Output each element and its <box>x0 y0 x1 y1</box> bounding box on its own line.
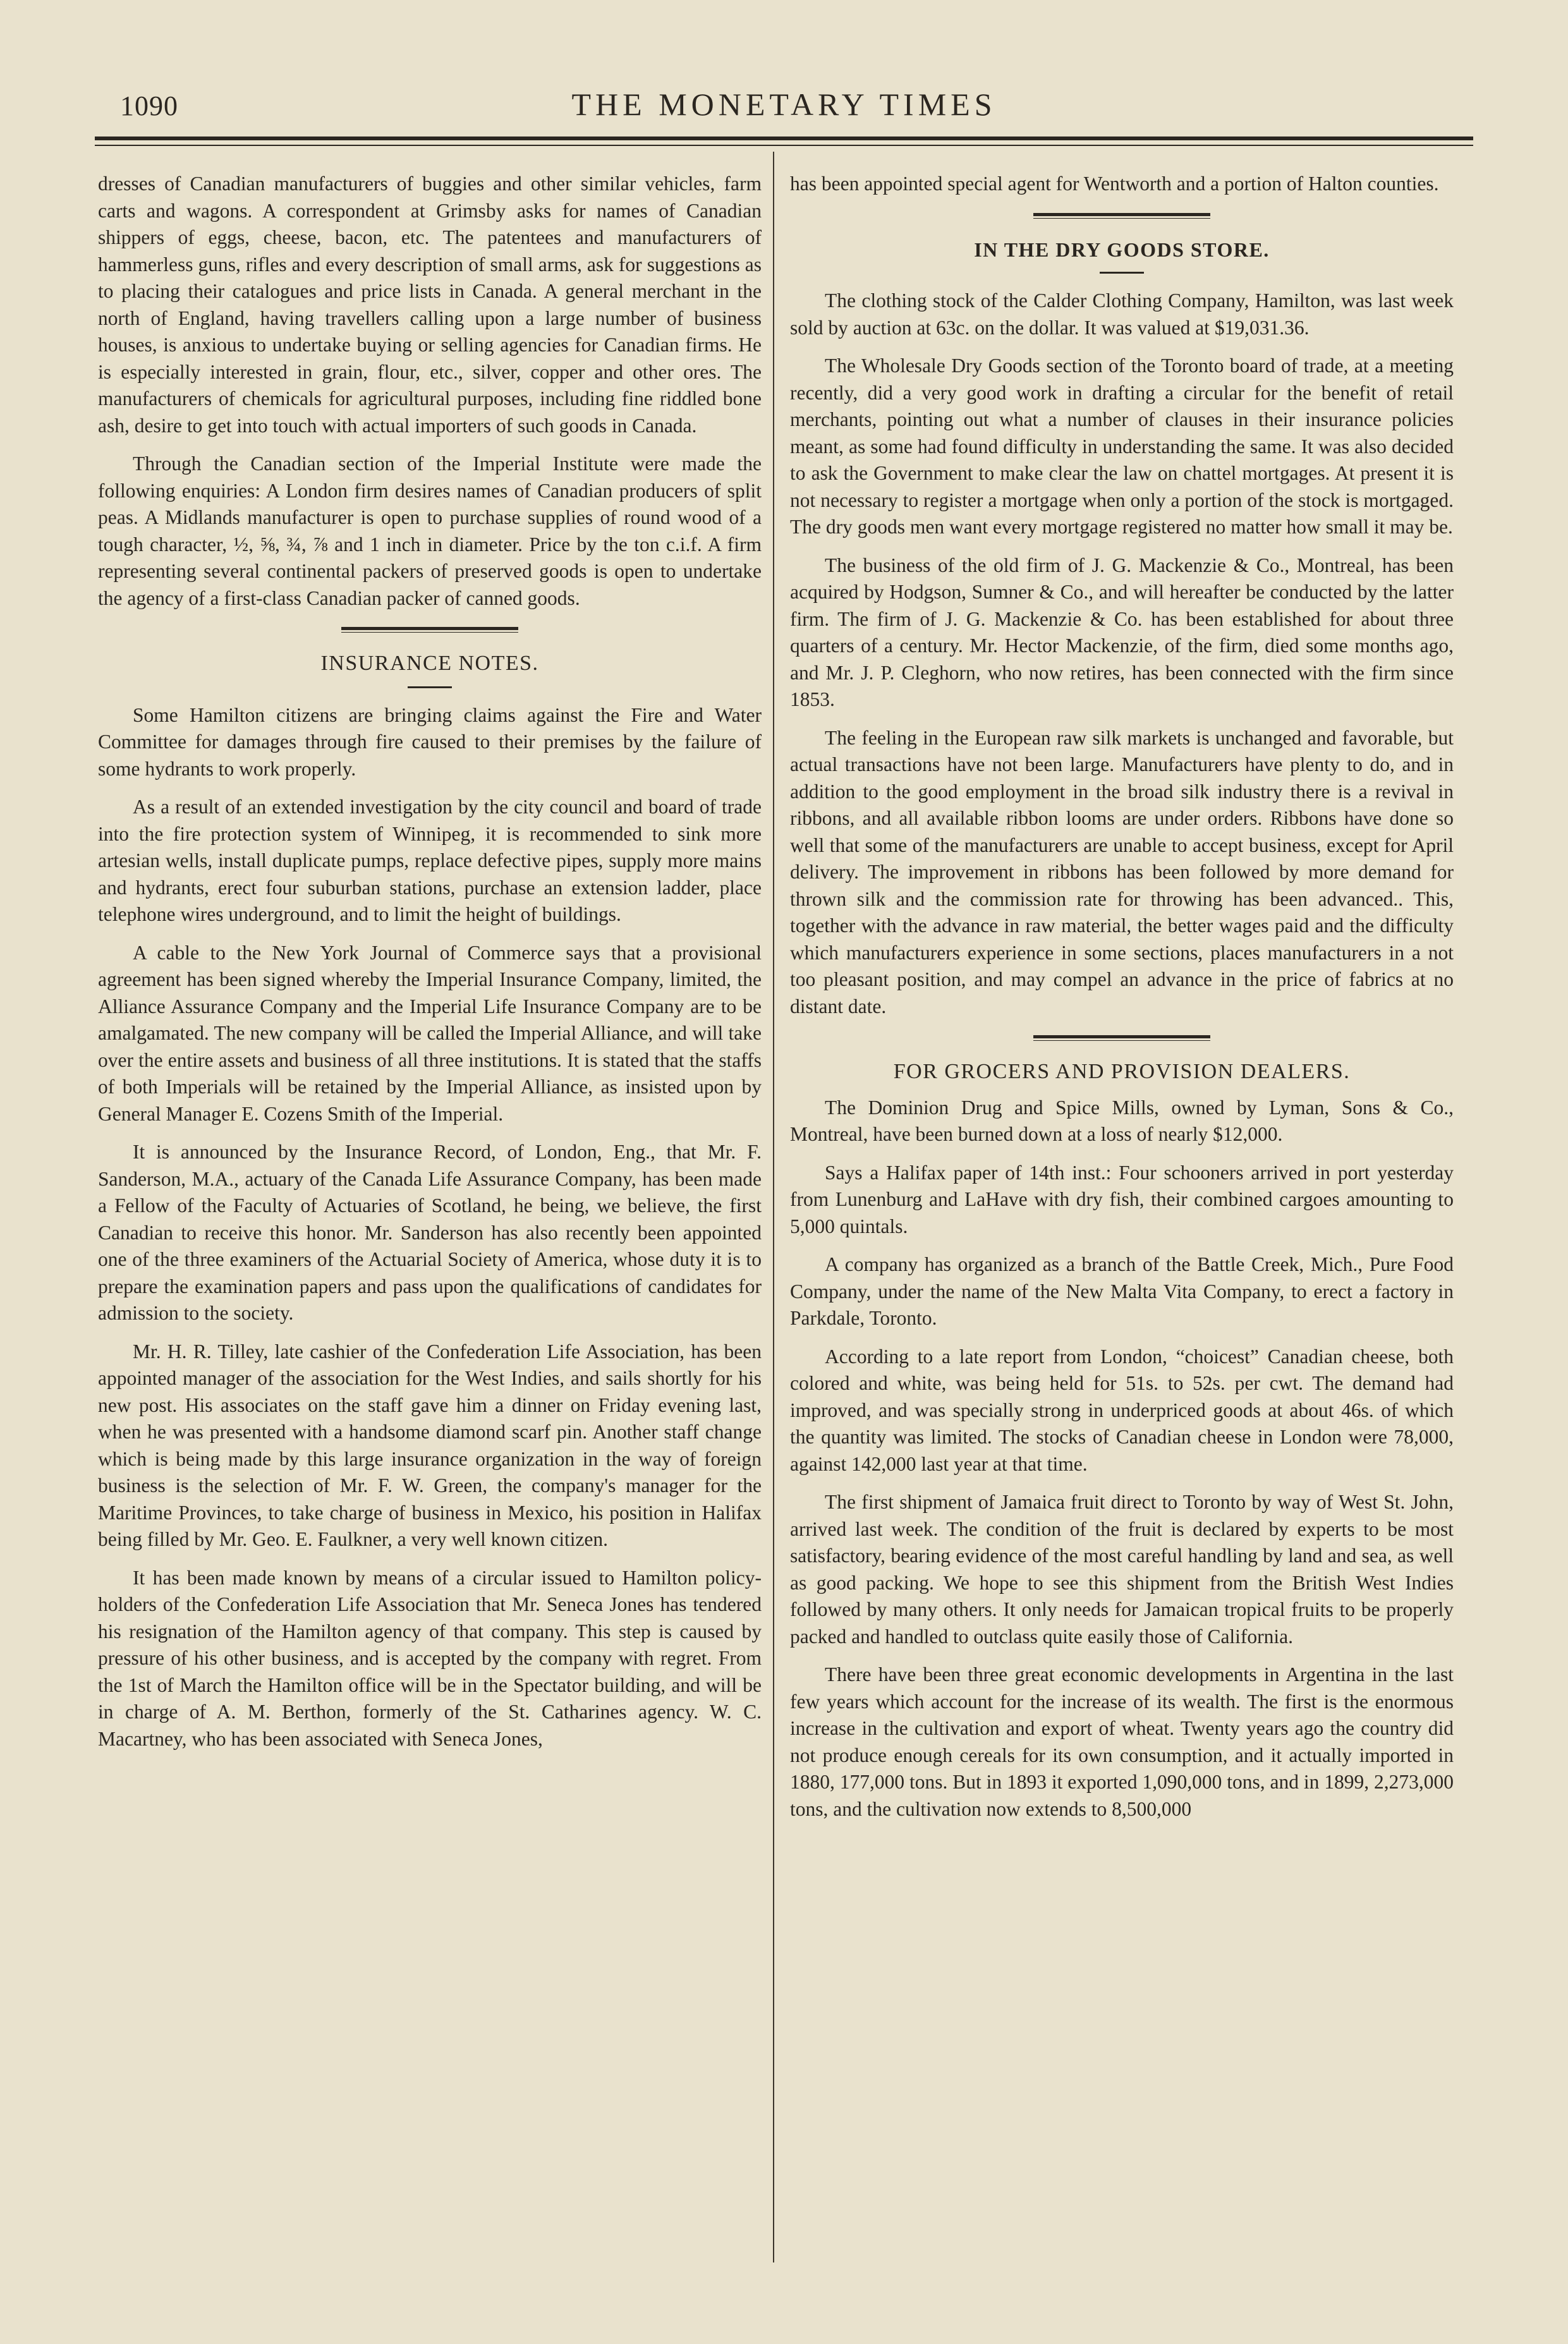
right-column <box>790 171 1454 1834</box>
paragraph-calder-clothing: The clothing stock of the Calder Clothing Company, Hamilton, was last week sold by auction at 63c. on the dollar. It was valued at $19,031.36. <box>790 289 1454 339</box>
paragraph-tilley: Mr. H. R. Tilley, late cashier of the Confederation Life Association, has been appointed manager of the association for the West Indies, and sails shortly for his new post. His associates on the staff gave him a dinner on Friday evening last, when he was presented with a handsome diamond scarf pin. Another staff change which is being made by this large insurance organization in the way of foreign business is the selection of Mr. F. W. Green, the company's manager for the Maritime Provinces, to take charge of business in Mexico, his position in Halifax being filled by Mr. Geo. E. Faulkner, a very well known citizen. <box>98 1340 762 1550</box>
paragraph-mackenzie: The business of the old firm of J. G. Mackenzie & Co., Montreal, has been acquired by Hodgson, Sumner & Co., and will hereafter be conducted by the latter firm. The firm of J. G. Mackenzie & Co. has been established for about three quarters of a century. Mr. Hector Mackenzie, of the firm, died some months ago, and Mr. J. P. Cleghorn, who now retires, has been connected with the firm since 1853. <box>790 554 1454 710</box>
paragraph-cheese-report: According to a late report from London, “choicest” Canadian cheese, both colored and white, was being held for 51s. to 52s. per cwt. The demand had improved, and was specially strong in underpriced goods at about 46s. of which the quantity was limited. The stocks of Canadian cheese in London were 78,000, against 142,000 last year at that time. <box>790 1345 1454 1475</box>
paragraph-seneca-jones: It has been made known by means of a circular issued to Hamilton policy-holders of the Confederation Life Association that Mr. Seneca Jones has tendered his resignation of the Hamilton agency of that company. This step is caused by pressure of his other business, and is accepted by the company with regret. From the 1st of March the Hamilton office will be in the Spectator building, and will be in charge of A. M. Berthon, formerly of the St. Catharines agency. W. C. Macartney, who has been associated with Seneca Jones, <box>98 1566 762 1750</box>
header-rule-thin <box>95 145 1473 146</box>
paragraph-malta-vita: A company has organized as a branch of the Battle Creek, Mich., Pure Food Company, under the name of the New Malta Vita Company, to erect a factory in Parkdale, Toronto. <box>790 1253 1454 1329</box>
paragraph-spice-mills: The Dominion Drug and Spice Mills, owned by Lyman, Sons & Co., Montreal, have been burned down at a loss of nearly $12,000. <box>790 1096 1454 1145</box>
section-divider <box>1033 213 1210 219</box>
page-header <box>95 82 1473 126</box>
paragraph-halifax-schooners: Says a Halifax paper of 14th inst.: Four schooners arrived in port yesterday from Lunenburg and LaHave with dry fish, their combined cargoes amounting to 5,000 quintals. <box>790 1161 1454 1237</box>
paragraph-imperial-alliance: A cable to the New York Journal of Commerce says that a provisional agreement has been signed whereby the Imperial Insurance Company, limited, the Alliance Assurance Company and the Imperial Life Insurance Company are to be amalgamated. The new company will be called the Imperial Alliance, and will take over the entire assets and business of all three institutions. It is stated that the staffs of both Imperials will be retained by the Imperial Alliance, as insisted upon by General Manager E. Cozens Smith of the Imperial. <box>98 941 762 1125</box>
paragraph-macartney-continued: has been appointed special agent for Wentworth and a portion of Halton counties. <box>790 173 1439 195</box>
section-divider <box>1033 1035 1210 1041</box>
section-title-insurance-notes: INSURANCE NOTES. <box>320 652 539 675</box>
title-underline <box>1100 272 1144 274</box>
left-column <box>98 171 762 1764</box>
paragraph-argentina: There have been three great economic developments in Argentina in the last few years which account for the increase of its wealth. The first is the enormous increase in the cultivation and export of wheat. Twenty years ago the country did not produce enough cereals for its own consumption, and it actually imported in 1880, 177,000 tons. But in 1893 it exported 1,090,000 tons, and in 1899, 2,273,000 tons, and the cultivation now extends to 8,500,000 <box>790 1663 1454 1820</box>
paragraph-raw-silk: The feeling in the European raw silk markets is unchanged and favorable, but actual transactions have not been large. Manufacturers have plenty to do, and in addition to the good employment in the broad silk industry there is a revival in ribbons, and all available ribbon looms are under orders. Ribbons have done so well that some of the manufacturers are unable to accept business, except for April delivery. The improvement in ribbons has been followed by more demand for thrown silk and the commission rate for throwing has been advanced.. This, together with the advance in raw material, the better wages paid and the difficulty which manufacturers experience in some sections, places manufacturers in a not too pleasant position, and may compel an advance in the price of fabrics at no distant date. <box>790 726 1454 1017</box>
paragraph-sanderson: It is announced by the Insurance Record, of London, Eng., that Mr. F. Sanderson, M.A., actuary of the Canada Life Assurance Company, has been made a Fellow of the Faculty of Actuaries of Scotland, he being, we believe, the first Canadian to receive this honor. Mr. Sanderson has also recently been appointed one of the three examiners of the Actuarial Society of America, whose duty it is to prepare the examination papers and pass upon the qualifications of candidates for admission to the society. <box>98 1141 762 1324</box>
header-rule-thick <box>95 137 1473 140</box>
column-divider <box>773 152 774 2262</box>
paragraph-imperial-institute: Through the Canadian section of the Imperial Institute were made the following enquiries: A London firm desires names of Canadian producers of split peas. A Midlands manufacturer is open to purchase supplies of round wood of a tough character, ½, ⅝, ¾, ⅞ and 1 inch in diameter. Price by the ton c.i.f. A firm representing several continental packers of preserved goods is open to undertake the agency of a first-class Canadian packer of canned goods. <box>98 452 762 609</box>
paragraph-hamilton-claims: Some Hamilton citizens are bringing claims against the Fire and Water Committee for damages through fire caused to their premises by the failure of some hydrants to work properly. <box>98 703 762 780</box>
paragraph-jamaica-fruit: The first shipment of Jamaica fruit direct to Toronto by way of West St. John, arrived last week. The condition of the fruit is declared by experts to be most satisfactory, bearing evidence of the most careful handling by land and sea, as well as good packing. We hope to see this shipment from the British West Indies followed by many others. It only needs for Jamaican tropical fruits to be properly packed and handled to outclass quite easily those of California. <box>790 1491 1454 1648</box>
section-title-grocers: FOR GROCERS AND PROVISION DEALERS. <box>893 1060 1351 1083</box>
masthead-title: THE MONETARY TIMES <box>571 87 997 122</box>
paragraph-wholesale-dry-goods: The Wholesale Dry Goods section of the Toronto board of trade, at a meeting recently, did a very good work in drafting a circular for the benefit of retail merchants, pointing out what a number of clauses in their insurance policies meant, as some had found difficulty in understanding the same. It was also decided to ask the Government to make clear the law on chattel mortgages. At present it is not necessary to register a mortgage when only a portion of the stock is mortgaged. The dry goods men want every mortgage registered no matter how small it may be. <box>790 355 1454 538</box>
page-number: 1090 <box>120 90 178 121</box>
section-title-dry-goods: IN THE DRY GOODS STORE. <box>974 238 1270 261</box>
title-underline <box>408 686 452 688</box>
paragraph-enquiries-continued: dresses of Canadian manufacturers of buggies and other similar vehicles, farm carts and wagons. A correspondent at Grimsby asks for names of Canadian shippers of eggs, cheese, bacon, etc. The patentees and manufacturers of hammerless guns, rifles and every description of small arms, ask for suggestions as to placing their catalogues and price lists in Canada. A general merchant in the north of England, having travellers calling upon a large number of business houses, is anxious to undertake buying or selling agencies for Canadian firms. He is especially interested in grain, flour, etc., silver, copper and other ores. The manufacturers of chemicals for agricultural purposes, including fine riddled bone ash, desire to get into touch with actual importers of such goods in Canada. <box>98 173 762 437</box>
section-divider <box>341 627 518 633</box>
paragraph-winnipeg-fire: As a result of an extended investigation by the city council and board of trade into the fire protection system of Winnipeg, it is recommended to sink more artesian wells, install duplicate pumps, replace defective pipes, supply more mains and hydrants, erect four suburban stations, purchase an extension ladder, place telephone wires underground, and to limit the height of buildings. <box>98 796 762 925</box>
